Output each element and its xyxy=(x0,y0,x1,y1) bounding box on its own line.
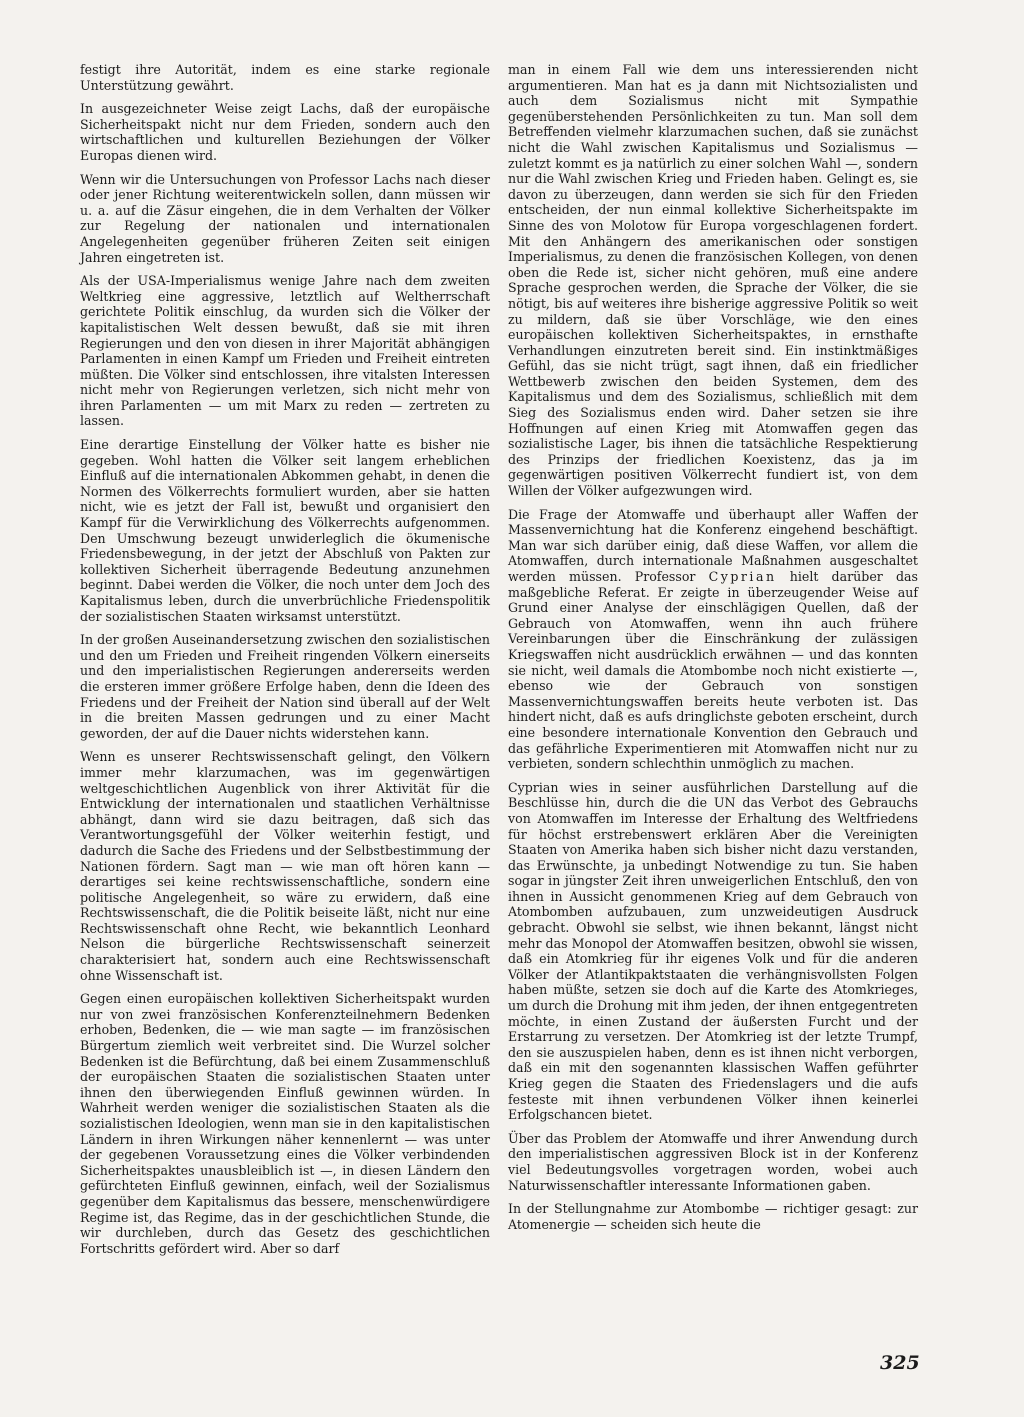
paragraph: Über das Problem der Atomwaffe und ihrer Anwendung durch den imperialistischen aggressiven Block ist in der Konferenz viel Bedeutungsvolles vorgetragen worden, wobei auch Naturwissenschaftler interessante Informationen gaben. xyxy=(508,1130,918,1193)
paragraph: Gegen einen europäischen kollektiven Sicherheitspakt wurden nur von zwei französischen Konferenzteilnehmern Bedenken erhoben, Bedenken, die — wie man sagte — im französischen Bürgertum ziemlich weit verbreitet sind. Die Wurzel solcher Bedenken ist die Befürchtung, daß bei einem Zusammenschluß der europäischen Staaten die sozialistischen Staaten unter ihnen den überwiegenden Einfluß gewinnen würden. In Wahrheit werden weniger die sozialistischen Staaten als die sozialistischen Ideologien, wenn man sie in den kapitalistischen Ländern in ihren Wirkungen näher kennenlernt — was unter der gegebenen Voraussetzung eines die Völker verbindenden Sicherheitspaktes unausbleiblich ist —, in diesen Ländern den gefürchteten Einfluß gewinnen, einfach, weil der Sozialismus gegenüber dem Kapitalismus das bessere, menschenwürdigere Regime ist, das Regime, das in der geschichtlichen Stunde, die wir durchleben, durch das Gesetz des geschichtlichen Fortschritts gefördert wird. Aber so darf xyxy=(80,991,490,1256)
page-number: 325 xyxy=(880,1352,920,1374)
paragraph: Eine derartige Einstellung der Völker hatte es bisher nie gegeben. Wohl hatten die Völker seit langem erheblichen Einfluß auf die internationalen Abkommen gehabt, in denen die Normen des Völkerrechts formuliert wurden, aber sie hatten nicht, wie es jetzt der Fall ist, bewußt und organisiert den Kampf für die Verwirklichung des Völkerrechts aufgenommen. Den Umschwung bezeugt unwiderleglich die ökumenische Friedensbewegung, in der jetzt der Abschluß von Pakten zur kollektiven Sicherheit überragende Bedeutung anzunehmen beginnt. Dabei werden die Völker, die noch unter dem Joch des Kapitalismus leben, durch die unverbrüchliche Friedenspolitik der sozialistischen Staaten wirksamst unterstützt. xyxy=(80,437,490,624)
author-name-spaced: Cyprian xyxy=(708,569,777,584)
paragraph: Als der USA-Imperialismus wenige Jahre nach dem zweiten Weltkrieg eine aggressive, letztlich auf Weltherrschaft gerichtete Politik einschlug, da wurden sich die Völker der kapitalistischen Welt dessen bewußt, daß sie mit ihren Regierungen und den von diesen in ihrer Majorität abhängigen Parlamenten in einen Kampf um Frieden und Freiheit eintreten müßten. Die Völker sind entschlossen, ihre vitalsten Interessen nicht mehr von Regierungen verletzen, sich nicht mehr von ihren Parlamenten — um mit Marx zu reden — zertreten zu lassen. xyxy=(80,273,490,429)
paragraph: Cyprian wies in seiner ausführlichen Darstellung auf die Beschlüsse hin, durch die die UN das Verbot des Gebrauchs von Atomwaffen im Interesse der Erhaltung des Weltfriedens für höchst erstrebenswert erklären Aber die Vereinigten Staaten von Amerika haben sich bisher nicht dazu verstanden, das Erwünschte, ja unbedingt Notwendige zu tun. Sie haben sogar in jüngster Zeit ihren unweigerlichen Entschluß, den von ihnen in Aussicht genommenen Krieg auf dem Gebrauch von Atombomben aufzubauen, zum unzweideutigen Ausdruck gebracht. Obwohl sie selbst, wie ihnen bekannt, längst nicht mehr das Monopol der Atomwaffen besitzen, obwohl sie wissen, daß ein Atomkrieg für ihr eigenes Volk und für die anderen Völker der Atlantikpaktstaaten die verhängnisvollsten Folgen haben müßte, setzen sie doch auf die Karte des Atomkrieges, um durch die Drohung mit ihm jeden, der ihnen entgegentreten möchte, in einen Zustand der äußersten Furcht und der Erstarrung zu versetzen. Der Atomkrieg ist der letzte Trumpf, den sie auszuspielen haben, denn es ist ihnen nicht verborgen, daß ein mit den sogenannten klassischen Waffen geführter Krieg gegen die Staaten des Friedenslagers und die aufs festeste mit ihnen verbundenen Völker ihnen keinerlei Erfolgschancen bietet. xyxy=(508,779,918,1123)
paragraph: In ausgezeichneter Weise zeigt Lachs, daß der europäische Sicherheitspakt nicht nur dem Frieden, sondern auch den wirtschaftlichen und kulturellen Beziehungen der Völker Europas dienen wird. xyxy=(80,101,490,163)
paragraph: man in einem Fall wie dem uns interessierenden nicht argumentieren. Man hat es ja dann mit Nichtsozialisten und auch dem Sozialismus nicht mit Sympathie gegenüberstehenden Persönlichkeiten zu tun. Man soll dem Betreffenden vielmehr klarzumachen suchen, daß sie zunächst nicht die Wahl zwischen Kapitalismus und Sozialismus — zuletzt kommt es ja natürlich zu einer solchen Wahl —, sondern nur die Wahl zwischen Krieg und Frieden haben. Gelingt es, sie davon zu überzeugen, dann werden sie sich für den Frieden entscheiden, der nun einmal kollektive Sicherheitspakte im Sinne des von Molotow für Europa vorgeschlagenen fordert. Mit den Anhängern des amerikanischen oder sonstigen Imperialismus, zu denen die französischen Kollegen, von denen oben die Rede ist, sicher nicht gehören, muß eine andere Sprache gesprochen werden, die Sprache der Völker, die sie nötigt, bis auf weiteres ihre bisherige aggressive Politik so weit zu mildern, daß sie über Vorschläge, wie den eines europäischen kollektiven Sicherheitspaktes, in ernsthafte Verhandlungen einzutreten bereit sind. Ein instinktmäßiges Gefühl, das sie nicht trügt, sagt ihnen, daß ein friedlicher Wettbewerb zwischen den beiden Systemen, dem des Kapitalismus und dem des Sozialismus, schließlich mit dem Sieg des Sozialismus enden wird. Daher setzen sie ihre Hoffnungen auf einen Krieg mit Atomwaffen gegen das sozialistische Lager, bis ihnen die tatsächliche Respektierung des Prinzips der friedlichen Koexistenz, das ja im gegenwärtigen positiven Völkerrecht fundiert ist, von dem Willen der Völker aufgezwungen wird. xyxy=(508,62,918,499)
paragraph: Wenn es unserer Rechtswissenschaft gelingt, den Völkern immer mehr klarzumachen, was im gegenwärtigen weltgeschichtlichen Augenblick von ihrer Aktivität für die Entwicklung der internationalen und staatlichen Verhältnisse abhängt, dann wird sie dazu beitragen, daß sich das Verantwortungsgefühl der Völker weiterhin festigt, und dadurch die Sache des Friedens und der Selbstbestimmung der Nationen fördern. Sagt man — wie man oft hören kann — derartiges sei keine rechtswissenschaftliche, sondern eine politische Angelegenheit, so wäre zu erwidern, daß eine Rechtswissenschaft, die die Politik beiseite läßt, nicht nur eine Rechtswissenschaft ohne Recht, wie bekanntlich Leonhard Nelson die bürgerliche Rechtswissenschaft seinerzeit charakterisiert hat, sondern auch eine Rechtswissenschaft ohne Wissenschaft ist. xyxy=(80,749,490,983)
paragraph-text: hielt darüber das maßgebliche Referat. Er zeigte in überzeugender Weise auf Grund einer Analyse der einschlägigen Quellen, daß der Gebrauch von Atomwaffen, wenn ihn auch frühere Vereinbarungen über die Einschränkung der zulässigen Kriegswaffen nicht ausdrücklich erwähnen — und das konnten sie nicht, weil damals die Atombombe noch nicht existierte —, ebenso wie der Gebrauch von sonstigen Massenvernichtungswaffen bereits heute verboten ist. Das hindert nicht, daß es aufs dringlichste geboten erscheint, durch eine besondere internationale Konvention den Gebrauch und das gefährliche Experimentieren mit Atomwaffen nicht nur zu verbieten, sondern schlechthin unmöglich zu machen. xyxy=(508,569,918,772)
paragraph xyxy=(508,507,918,772)
paragraph: In der großen Auseinandersetzung zwischen den sozialistischen und den um Frieden und Freiheit ringenden Völkern einerseits und den imperialistischen Regierungen andererseits werden die ersteren immer größere Erfolge haben, denn die Ideen des Friedens und der Freiheit der Nation sind überall auf der Welt in die breiten Massen gedrungen und zu einer Macht geworden, der auf die Dauer nichts widerstehen kann. xyxy=(80,632,490,741)
paragraph: Wenn wir die Untersuchungen von Professor Lachs nach dieser oder jener Richtung weiterentwickeln sollen, dann müssen wir u. a. auf die Zäsur eingehen, die in dem Verhalten der Völker zur Regelung der nationalen und internationalen Angelegenheiten gegenüber früheren Zeiten seit einigen Jahren eingetreten ist. xyxy=(80,171,490,265)
paragraph: festigt ihre Autorität, indem es eine starke regionale Unterstützung gewährt. xyxy=(80,62,490,93)
paragraph-text: Die Frage der Atomwaffe und überhaupt aller Waffen der Massenvernichtung hat die Konferenz eingehend beschäftigt. Man war sich darüber einig, daß diese Waffen, vor allem die Atomwaffen, durch internationale Maßnahmen ausgeschaltet werden müssen. Professor xyxy=(508,506,918,584)
paragraph: In der Stellungnahme zur Atombombe — richtiger gesagt: zur Atomenergie — scheiden sich heute die xyxy=(508,1201,918,1232)
left-column xyxy=(80,62,490,1264)
right-column xyxy=(508,62,918,1240)
